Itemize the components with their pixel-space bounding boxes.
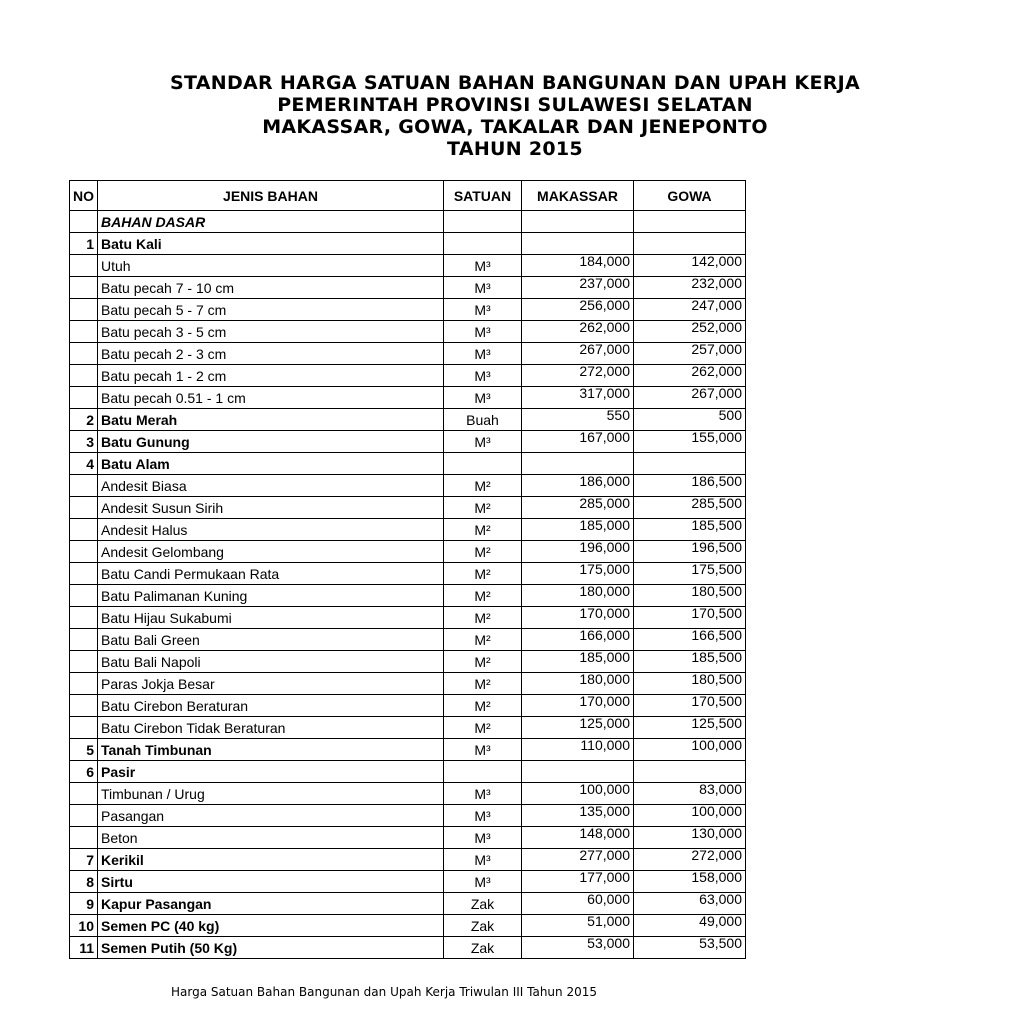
row-makassar: 184,000 [522, 255, 634, 277]
row-makassar: 186,000 [522, 475, 634, 497]
row-no [70, 365, 98, 387]
row-jenis-bahan: Sirtu [98, 871, 444, 893]
row-satuan: M² [444, 563, 522, 585]
row-satuan: M² [444, 475, 522, 497]
row-jenis-bahan: Batu pecah 0.51 - 1 cm [98, 387, 444, 409]
row-no: 5 [70, 739, 98, 761]
row-gowa: 180,500 [634, 585, 746, 607]
section-label: BAHAN DASAR [98, 211, 444, 233]
row-satuan: M² [444, 541, 522, 563]
row-no: 9 [70, 893, 98, 915]
row-no [70, 321, 98, 343]
row-satuan: M³ [444, 343, 522, 365]
row-gowa: 142,000 [634, 255, 746, 277]
table-row [70, 409, 746, 431]
row-jenis-bahan: Timbunan / Urug [98, 783, 444, 805]
row-makassar: 170,000 [522, 607, 634, 629]
table-row [70, 651, 746, 673]
row-gowa: 166,500 [634, 629, 746, 651]
row-makassar: 237,000 [522, 277, 634, 299]
table-row [70, 695, 746, 717]
table-row [70, 629, 746, 651]
row-makassar: 167,000 [522, 431, 634, 453]
row-jenis-bahan: Batu pecah 1 - 2 cm [98, 365, 444, 387]
table-row [70, 849, 746, 871]
header-no: NO [70, 181, 98, 211]
table-row [70, 519, 746, 541]
row-jenis-bahan: Batu Kali [98, 233, 444, 255]
table-row [70, 343, 746, 365]
row-makassar: 262,000 [522, 321, 634, 343]
table-row [70, 497, 746, 519]
row-gowa [634, 453, 746, 475]
table-row [70, 893, 746, 915]
row-jenis-bahan: Andesit Susun Sirih [98, 497, 444, 519]
row-no: 2 [70, 409, 98, 431]
row-gowa: 185,500 [634, 519, 746, 541]
title-line-1: STANDAR HARGA SATUAN BAHAN BANGUNAN DAN UPAH KERJA [169, 72, 861, 94]
row-gowa: 125,500 [634, 717, 746, 739]
table-row [70, 563, 746, 585]
row-no [70, 607, 98, 629]
row-no [70, 475, 98, 497]
row-makassar: 317,000 [522, 387, 634, 409]
row-satuan: M² [444, 607, 522, 629]
row-satuan: M² [444, 519, 522, 541]
row-gowa: 252,000 [634, 321, 746, 343]
row-gowa: 267,000 [634, 387, 746, 409]
row-satuan: M³ [444, 277, 522, 299]
row-makassar: 277,000 [522, 849, 634, 871]
row-gowa: 180,500 [634, 673, 746, 695]
row-gowa: 186,500 [634, 475, 746, 497]
table-row [70, 783, 746, 805]
row-satuan: M³ [444, 849, 522, 871]
row-no: 11 [70, 937, 98, 959]
row-makassar: 550 [522, 409, 634, 431]
row-no [70, 629, 98, 651]
row-satuan: M² [444, 673, 522, 695]
row-satuan: M³ [444, 365, 522, 387]
row-satuan: Zak [444, 915, 522, 937]
row-no: 10 [70, 915, 98, 937]
row-jenis-bahan: Batu Gunung [98, 431, 444, 453]
table-header-row [70, 181, 746, 211]
row-makassar: 51,000 [522, 915, 634, 937]
row-gowa: 155,000 [634, 431, 746, 453]
table-row [70, 255, 746, 277]
row-no: 4 [70, 453, 98, 475]
row-no [70, 827, 98, 849]
row-no: 8 [70, 871, 98, 893]
row-jenis-bahan: Batu pecah 7 - 10 cm [98, 277, 444, 299]
header-makassar: MAKASSAR [522, 181, 634, 211]
row-satuan: M³ [444, 827, 522, 849]
table-row [70, 585, 746, 607]
row-satuan: M² [444, 695, 522, 717]
row-satuan: Zak [444, 893, 522, 915]
row-satuan [444, 453, 522, 475]
row-jenis-bahan: Andesit Biasa [98, 475, 444, 497]
row-jenis-bahan: Andesit Gelombang [98, 541, 444, 563]
row-gowa: 247,000 [634, 299, 746, 321]
row-gowa: 170,500 [634, 695, 746, 717]
row-gowa [634, 761, 746, 783]
table-row [70, 453, 746, 475]
row-jenis-bahan: Semen PC (40 kg) [98, 915, 444, 937]
row-makassar: 166,000 [522, 629, 634, 651]
row-jenis-bahan: Kerikil [98, 849, 444, 871]
row-gowa: 196,500 [634, 541, 746, 563]
row-jenis-bahan: Andesit Halus [98, 519, 444, 541]
row-makassar: 100,000 [522, 783, 634, 805]
row-no [70, 695, 98, 717]
table-row [70, 233, 746, 255]
row-no [70, 805, 98, 827]
row-satuan: M³ [444, 431, 522, 453]
row-makassar: 180,000 [522, 673, 634, 695]
document-title [0, 72, 1030, 160]
row-jenis-bahan: Batu pecah 2 - 3 cm [98, 343, 444, 365]
row-jenis-bahan: Batu Alam [98, 453, 444, 475]
table-row [70, 739, 746, 761]
row-satuan: M³ [444, 387, 522, 409]
row-satuan: M³ [444, 871, 522, 893]
header-jenis-bahan: JENIS BAHAN [98, 181, 444, 211]
row-makassar [522, 761, 634, 783]
table-row [70, 937, 746, 959]
title-line-2: PEMERINTAH PROVINSI SULAWESI SELATAN [277, 94, 753, 116]
table-row [70, 805, 746, 827]
row-no: 1 [70, 233, 98, 255]
row-jenis-bahan: Kapur Pasangan [98, 893, 444, 915]
table-row [70, 365, 746, 387]
row-makassar: 135,000 [522, 805, 634, 827]
row-jenis-bahan: Pasangan [98, 805, 444, 827]
row-gowa [634, 233, 746, 255]
table-row [70, 277, 746, 299]
row-makassar [522, 233, 634, 255]
row-no [70, 541, 98, 563]
row-no [70, 255, 98, 277]
row-makassar: 180,000 [522, 585, 634, 607]
row-no [70, 343, 98, 365]
table-row [70, 871, 746, 893]
row-makassar: 272,000 [522, 365, 634, 387]
row-gowa: 130,000 [634, 827, 746, 849]
row-no [70, 717, 98, 739]
row-satuan: Buah [444, 409, 522, 431]
row-satuan: M³ [444, 783, 522, 805]
row-gowa: 272,000 [634, 849, 746, 871]
row-satuan [444, 761, 522, 783]
table-row [70, 607, 746, 629]
table-row [70, 299, 746, 321]
row-jenis-bahan: Batu Candi Permukaan Rata [98, 563, 444, 585]
row-satuan: M³ [444, 739, 522, 761]
row-makassar: 177,000 [522, 871, 634, 893]
row-no: 3 [70, 431, 98, 453]
row-jenis-bahan: Batu pecah 5 - 7 cm [98, 299, 444, 321]
row-gowa: 100,000 [634, 739, 746, 761]
row-satuan: M³ [444, 805, 522, 827]
row-satuan: M² [444, 629, 522, 651]
header-gowa: GOWA [634, 181, 746, 211]
row-no [70, 673, 98, 695]
row-satuan: M³ [444, 321, 522, 343]
row-jenis-bahan: Batu Merah [98, 409, 444, 431]
row-jenis-bahan: Batu Cirebon Tidak Beraturan [98, 717, 444, 739]
row-satuan: M² [444, 585, 522, 607]
row-satuan [444, 233, 522, 255]
row-jenis-bahan: Batu Bali Green [98, 629, 444, 651]
row-jenis-bahan: Batu Cirebon Beraturan [98, 695, 444, 717]
price-table [69, 180, 746, 959]
row-satuan: M² [444, 651, 522, 673]
row-gowa: 232,000 [634, 277, 746, 299]
row-no: 7 [70, 849, 98, 871]
table-row [70, 387, 746, 409]
row-gowa: 83,000 [634, 783, 746, 805]
row-makassar: 170,000 [522, 695, 634, 717]
title-line-4: TAHUN 2015 [447, 138, 583, 160]
row-no [70, 277, 98, 299]
row-makassar: 125,000 [522, 717, 634, 739]
table-row [70, 475, 746, 497]
row-gowa: 158,000 [634, 871, 746, 893]
row-satuan: M³ [444, 299, 522, 321]
row-gowa: 185,500 [634, 651, 746, 673]
page-footer: Harga Satuan Bahan Bangunan dan Upah Kerja Triwulan III Tahun 2015 [170, 985, 597, 999]
row-gowa: 49,000 [634, 915, 746, 937]
row-gowa: 500 [634, 409, 746, 431]
row-makassar: 148,000 [522, 827, 634, 849]
row-satuan: Zak [444, 937, 522, 959]
row-jenis-bahan: Batu Palimanan Kuning [98, 585, 444, 607]
row-no [70, 651, 98, 673]
row-gowa: 262,000 [634, 365, 746, 387]
row-jenis-bahan: Batu Hijau Sukabumi [98, 607, 444, 629]
table-row [70, 673, 746, 695]
table-row [70, 541, 746, 563]
row-satuan: M² [444, 717, 522, 739]
row-gowa: 63,000 [634, 893, 746, 915]
row-no [70, 519, 98, 541]
row-no [70, 387, 98, 409]
row-no [70, 299, 98, 321]
row-makassar [522, 453, 634, 475]
row-makassar: 196,000 [522, 541, 634, 563]
row-jenis-bahan: Paras Jokja Besar [98, 673, 444, 695]
row-gowa: 257,000 [634, 343, 746, 365]
row-no: 6 [70, 761, 98, 783]
table-row [70, 761, 746, 783]
title-line-3: MAKASSAR, GOWA, TAKALAR DAN JENEPONTO [262, 116, 768, 138]
row-no [70, 497, 98, 519]
row-makassar: 256,000 [522, 299, 634, 321]
row-jenis-bahan: Semen Putih (50 Kg) [98, 937, 444, 959]
row-makassar: 110,000 [522, 739, 634, 761]
row-no [70, 783, 98, 805]
row-gowa: 285,500 [634, 497, 746, 519]
section-row [70, 211, 746, 233]
header-satuan: SATUAN [444, 181, 522, 211]
row-gowa: 100,000 [634, 805, 746, 827]
table-row [70, 827, 746, 849]
row-makassar: 60,000 [522, 893, 634, 915]
row-no [70, 585, 98, 607]
row-makassar: 267,000 [522, 343, 634, 365]
row-makassar: 285,000 [522, 497, 634, 519]
row-jenis-bahan: Batu Bali Napoli [98, 651, 444, 673]
row-gowa: 170,500 [634, 607, 746, 629]
table-row [70, 915, 746, 937]
table-row [70, 321, 746, 343]
row-satuan: M² [444, 497, 522, 519]
row-gowa: 175,500 [634, 563, 746, 585]
table-row [70, 717, 746, 739]
row-satuan: M³ [444, 255, 522, 277]
row-makassar: 185,000 [522, 519, 634, 541]
row-gowa: 53,500 [634, 937, 746, 959]
row-jenis-bahan: Batu pecah 3 - 5 cm [98, 321, 444, 343]
row-jenis-bahan: Beton [98, 827, 444, 849]
row-jenis-bahan: Tanah Timbunan [98, 739, 444, 761]
row-makassar: 175,000 [522, 563, 634, 585]
row-makassar: 185,000 [522, 651, 634, 673]
row-jenis-bahan: Pasir [98, 761, 444, 783]
row-makassar: 53,000 [522, 937, 634, 959]
table-row [70, 431, 746, 453]
row-no [70, 563, 98, 585]
row-jenis-bahan: Utuh [98, 255, 444, 277]
